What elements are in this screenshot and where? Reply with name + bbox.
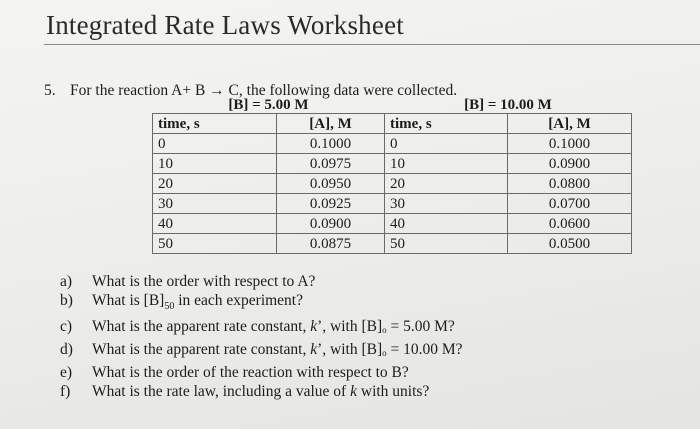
condition-b-10: [B] = 10.00 M [385, 96, 632, 114]
question-text: What is [B] [92, 292, 165, 310]
time-cell: 50 [153, 234, 277, 254]
table-row [153, 174, 632, 194]
time-cell: 30 [153, 194, 277, 214]
question-text-end: in each experiment? [174, 292, 303, 310]
time-cell: 0 [153, 134, 277, 154]
question-label: d) [60, 340, 73, 358]
question-label: b) [60, 292, 73, 310]
time-cell: 50 [385, 234, 508, 254]
conc-cell: 0.1000 [277, 134, 385, 154]
problem-number: 5. [44, 82, 56, 99]
worksheet-title: Integrated Rate Laws Worksheet [46, 10, 404, 40]
conc-cell: 0.1000 [508, 134, 632, 154]
question-text-mid: ’, with [B] [317, 340, 383, 358]
question-c [60, 317, 463, 340]
question-b [60, 291, 463, 316]
title-divider [44, 44, 700, 45]
header-conc-2: [A], M [508, 114, 632, 134]
conc-cell: 0.0900 [277, 214, 385, 234]
time-cell: 30 [385, 194, 508, 214]
header-time-2: time, s [385, 114, 508, 134]
question-e [60, 363, 463, 382]
time-cell: 20 [385, 174, 508, 194]
time-cell: 10 [385, 154, 508, 174]
question-text-end: = 5.00 M? [386, 317, 455, 335]
question-label: e) [60, 363, 73, 381]
conc-cell: 0.0500 [508, 234, 632, 254]
header-conc-1: [A], M [277, 114, 385, 134]
question-text: What is the rate law, including a value of [92, 383, 351, 401]
question-text: What is the apparent rate constant, [92, 340, 311, 358]
conc-cell: 0.0700 [508, 194, 632, 214]
condition-b-5: [B] = 5.00 M [153, 96, 385, 114]
question-text-end: with units? [357, 383, 430, 401]
conc-cell: 0.0900 [508, 154, 632, 174]
question-text: What is the order of the reaction with respect to B? [92, 363, 409, 381]
conc-cell: 0.0875 [277, 234, 385, 254]
time-cell: 40 [153, 214, 277, 234]
time-cell: 20 [153, 174, 277, 194]
table-row [153, 194, 632, 214]
rate-constant-symbol: k [350, 383, 357, 401]
header-time-1: time, s [153, 114, 277, 134]
time-cell: 0 [385, 134, 508, 154]
conc-cell: 0.0925 [277, 194, 385, 214]
conc-cell: 0.0800 [508, 174, 632, 194]
question-text: What is the order with respect to A? [92, 273, 316, 290]
table-row [153, 234, 632, 254]
condition-row [153, 96, 632, 114]
rate-constant-symbol: k [310, 340, 318, 358]
subscript: 50 [164, 301, 175, 313]
data-table [152, 96, 632, 254]
subscript: o [382, 324, 387, 335]
question-text-end: = 10.00 M? [386, 340, 463, 358]
time-cell: 40 [385, 214, 508, 234]
question-text: What is the apparent rate constant, [92, 317, 311, 335]
question-label: c) [60, 317, 73, 335]
table-row [153, 154, 632, 174]
question-d [60, 340, 463, 363]
question-text-mid: ’, with [B] [317, 317, 383, 335]
subscript: o [382, 347, 387, 358]
question-f [60, 382, 463, 401]
conc-cell: 0.0950 [277, 174, 385, 194]
question-label: f) [60, 383, 71, 401]
conc-cell: 0.0600 [508, 214, 632, 234]
question-a [60, 272, 463, 291]
rate-constant-symbol: k [310, 317, 318, 335]
question-list [60, 272, 463, 401]
table-row [153, 134, 632, 154]
table-row [153, 214, 632, 234]
header-row [153, 114, 632, 134]
time-cell: 10 [153, 154, 277, 174]
question-label: a) [60, 273, 73, 290]
problem-text: For the reaction A+ B → C, the following data were collected. [70, 82, 458, 99]
conc-cell: 0.0975 [277, 154, 385, 174]
